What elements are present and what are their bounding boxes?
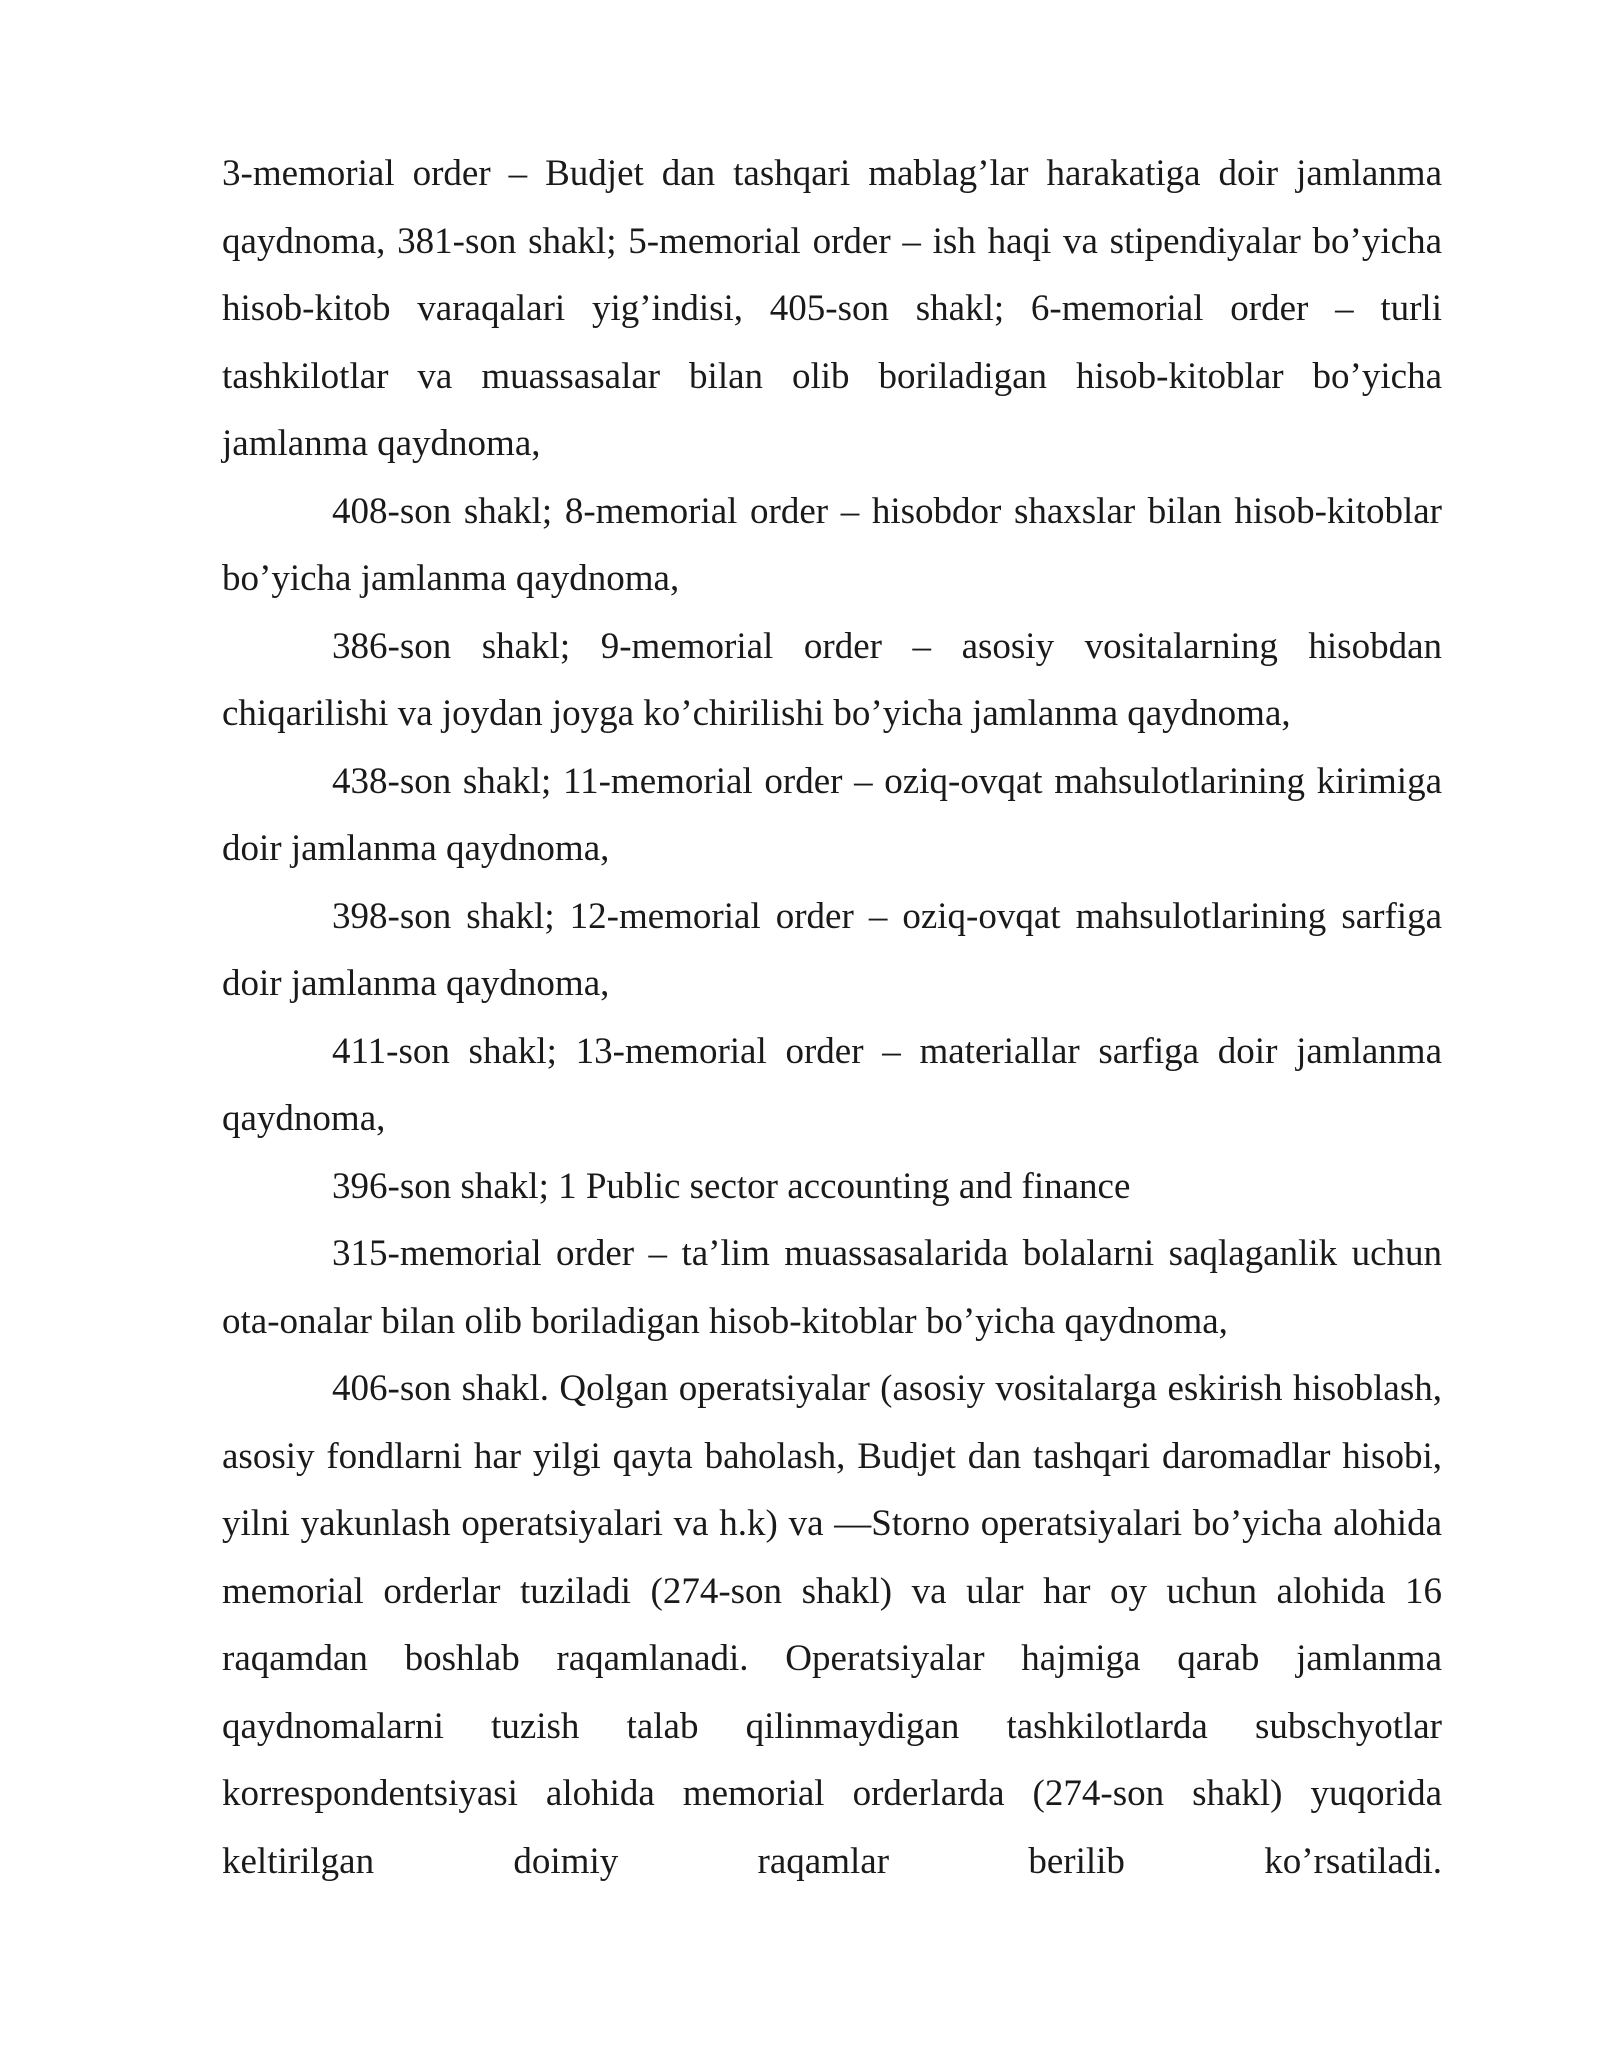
paragraph-form-396: 396-son shakl; 1 Public sector accounting and finance [332, 1165, 1131, 1207]
paragraph-form-398: 398-son shakl; 12-memorial order – oziq-ovqat mahsulotlarining sarfiga doir jamlanma qaydnoma, [222, 895, 1442, 1004]
paragraph-form-438: 438-son shakl; 11-memorial order – oziq-ovqat mahsulotlarining kirimiga doir jamlanma qaydnoma, [222, 760, 1442, 869]
paragraph-form-411: 411-son shakl; 13-memorial order – materiallar sarfiga doir jamlanma qaydnoma, [222, 1030, 1442, 1139]
paragraph-memorial-order-3: 3-memorial order – Budjet dan tashqari mablag’lar harakatiga doir jamlanma qaydnoma, 381-son shakl; 5-memorial order – ish haqi va stipendiyalar bo’yicha hisob-kitob varaqalari yig’indisi, 405-son shakl; 6-memorial order – turli tashkilotlar va muassasalar bilan olib boriladigan hisob-kitoblar bo’yicha jamlanma qaydnoma, [222, 153, 1442, 464]
paragraph-form-408: 408-son shakl; 8-memorial order – hisobdor shaxslar bilan hisob-kitoblar bo’yicha jamlanma qaydnoma, [222, 490, 1442, 599]
paragraph-form-406: 406-son shakl. Qolgan operatsiyalar (asosiy vositalarga eskirish hisoblash, asosiy fondlarni har yilgi qayta baholash, Budjet dan tashqari daromadlar hisobi, yilni yakunlash operatsiyalari va h.k) va —Storno operatsiyalari bo’yicha alohida memorial orderlar tuziladi (274-son shakl) va ular har oy uchun alohida 16 raqamdan boshlab raqamlanadi. Operatsiyalar hajmiga qarab jamlanma qaydnomalarni tuzish talab qilinmaydigan tashkilotlarda subschyotlar korrespondentsiyasi alohida memorial orderlarda (274-son shakl) yuqorida keltirilgan doimiy raqamlar berilib ko’rsatiladi. [222, 1368, 1442, 1882]
paragraph-form-386: 386-son shakl; 9-memorial order – asosiy vositalarning hisobdan chiqarilishi va joydan joyga ko’chirilishi bo’yicha jamlanma qaydnoma, [222, 625, 1442, 734]
paragraph-memorial-order-315: 315-memorial order – ta’lim muassasalarida bolalarni saqlaganlik uchun ota-onalar bilan olib boriladigan hisob-kitoblar bo’yicha qaydnoma, [222, 1233, 1442, 1342]
document-body [222, 140, 1442, 1895]
